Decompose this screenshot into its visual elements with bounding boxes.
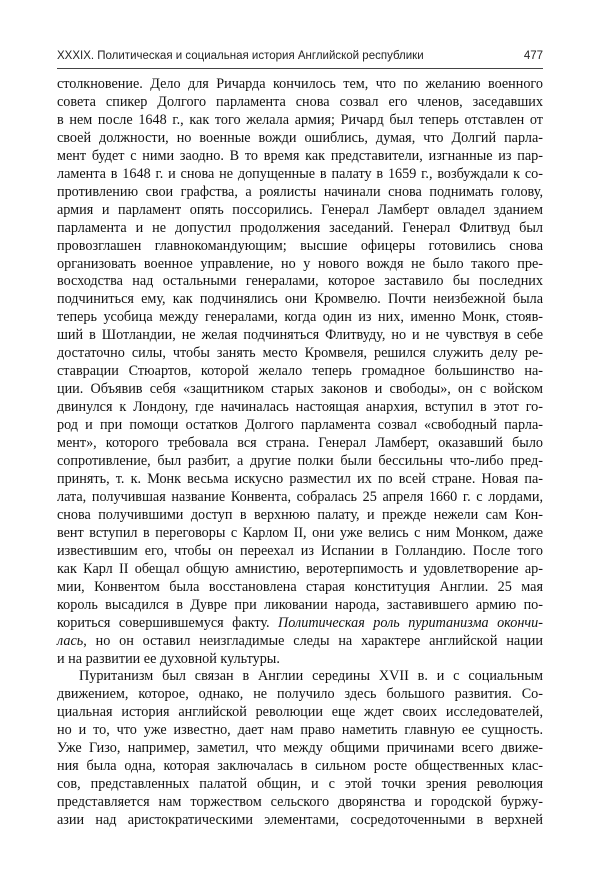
text-line [57, 633, 543, 651]
text-line: сов, представленных палатой общин, и с этой точки зрения революция [57, 776, 543, 793]
page-number: 477 [523, 50, 543, 62]
text-line [57, 597, 543, 615]
text-line: движением, которое, однако, не получило здесь большого развития. Со- [57, 686, 543, 703]
text-line: своей должности, но военные вожди ошиблись, думая, что Долгий парла- [57, 129, 543, 146]
text-line: теперь усобица между генералами, когда один из них, именно Монк, стояв- [57, 309, 543, 326]
text-fragment: , но он оставил неизгладимые следы на характере английской нации [83, 632, 543, 649]
text-line: но и то, что уже известно, дает нам право наметить главную ее сущность. [57, 722, 543, 739]
text-line: ставрации Стюартов, которой желало теперь громадное большинство на- [57, 363, 543, 380]
text-line: армия и парламент опять поссорились. Генерал Ламберт овладел зданием [57, 201, 543, 218]
text-line: азии над аристократическими элементами, сосредоточенными в верхней [57, 812, 543, 829]
text-line: вент вступил в переговоры с Карлом II, они уже велись с ним Монком, даже [57, 524, 543, 541]
text-line: Уже Гизо, например, заметил, что между общими причинами всего движе- [57, 740, 543, 757]
text-fragment: кориться совершившемуся факту. [57, 614, 270, 631]
paragraph [57, 76, 543, 668]
text-line: известившим его, чтобы он переехал из Испании в Голландию. После того [57, 542, 543, 559]
header-rule [57, 68, 543, 69]
running-title: XXXIX. Политическая и социальная история Английской республики [57, 50, 424, 62]
text-line: противлению свои графства, а роялисты начинали снова поднимать голову, [57, 183, 543, 200]
text-line: снова получившими доступ в верхнюю палату, и прежде нежели сам Кон- [57, 506, 543, 523]
text-line: ции. Объявив себя «защитником старых законов и свободы», он с войском [57, 381, 543, 398]
text-line: столкновение. Дело для Ричарда кончилось тем, что по желанию военного [57, 76, 543, 92]
text-line: мент», которого требовала вся страна. Генерал Ламберт, оказавший было [57, 435, 543, 452]
text-line: мент будет с ними заодно. В то время как представители, изгнанные из пар- [57, 147, 543, 164]
text-line [57, 615, 543, 633]
text-line: циальная история английской революции еще ждет своих исследователей, [57, 704, 543, 721]
text-line: достаточно силы, чтобы занять место Кромвеля, решился служить делу ре- [57, 345, 543, 362]
text-line: род и при помощи остатков Долгого парламента созвал «свободный парла- [57, 417, 543, 434]
text-line: представляется нам торжеством сельского дворянства и городской буржу- [57, 794, 543, 811]
text-line: мии, Конвентом была восстановлена старая конституция Англии. 25 мая [57, 578, 543, 595]
text-line: парламента и не допустил продолжения заседаний. Генерал Флитвуд был [57, 219, 543, 236]
paragraph [57, 668, 543, 830]
text-line: подчиниться ему, как подчинялись они Кромвелю. Почти неизбежной была [57, 291, 543, 308]
text-line: двинулся к Лондону, где начиналась настоящая анархия, вступил в этот го- [57, 399, 543, 416]
italic-text: Политическая роль пуританизма окончи- [278, 614, 543, 631]
text-line: провозглашен главнокомандующим; высшие офицеры готовились снова [57, 237, 543, 254]
italic-text: лась [57, 632, 84, 649]
text-fragment: король высадился в Дувре при ликовании народа, заставившего армию по- [57, 596, 543, 613]
main-text [57, 76, 543, 830]
text-line: ния была одна, которая заключалась в сильном росте общественных клас- [57, 758, 543, 775]
text-line: принять, т. к. Монк весьма искусно разместил их по всей стране. Новая па- [57, 470, 543, 487]
text-line: лата, получившая название Конвента, собралась 25 апреля 1660 г. с лордами, [57, 488, 543, 505]
running-header [57, 50, 543, 62]
text-line: ший в Шотландии, не желая подчиняться Флитвуду, но и не чувствуя в себе [57, 327, 543, 344]
text-line: в нем после 1648 г., как того желала армия; Ричард был теперь отставлен от [57, 111, 543, 128]
text-line: сопротивление, был разбит, а другие полки были бессильны что-либо пред- [57, 453, 543, 470]
text-line: как Карл II обещал общую амнистию, веротерпимость и удовлетворение ар- [57, 560, 543, 577]
text-line: Пуританизм был связан в Англии середины XVII в. и с социальным [79, 668, 543, 685]
text-line: ламента в 1648 г. и снова не допущенные в палату в 1659 г., возбуждали к со- [57, 165, 543, 182]
text-line: восходства над остальными генералами, которое заставило бы последних [57, 273, 543, 290]
text-line: совета спикер Долгого парламента снова созвал его членов, заседавших [57, 93, 543, 110]
text-line: организовать военное управление, но у нового вождя не было такого пре- [57, 255, 543, 272]
text-line: и на развитии ее духовной культуры. [57, 650, 280, 667]
